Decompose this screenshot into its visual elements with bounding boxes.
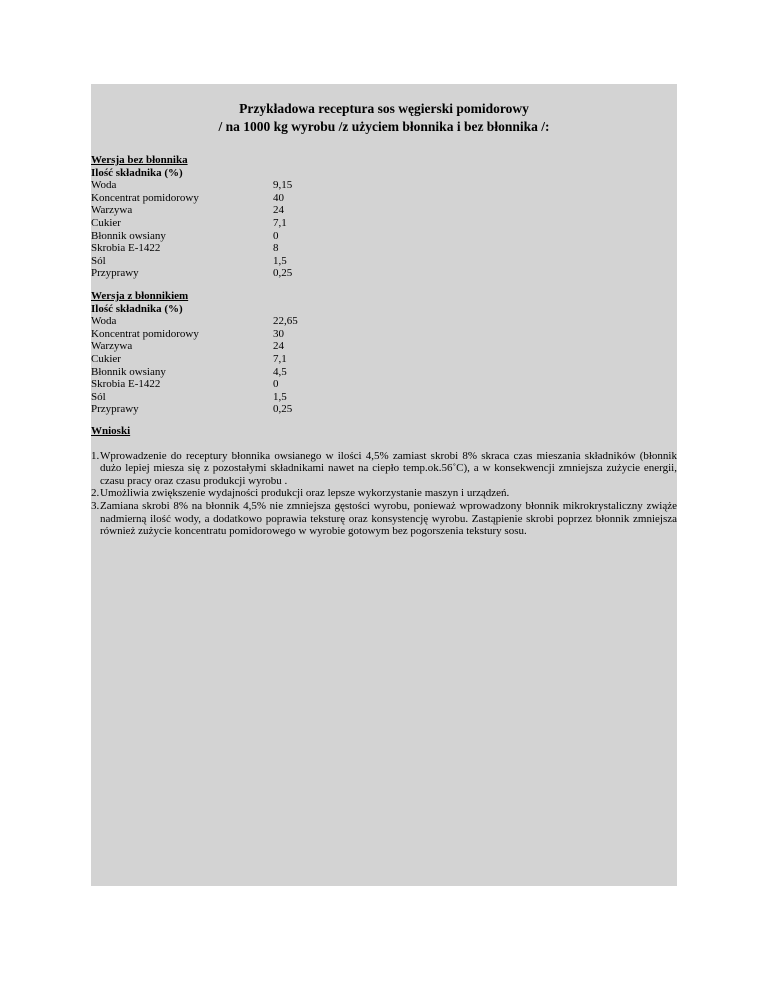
ingredient-value: 8 [273, 242, 279, 255]
ingredient-name: Sól [91, 390, 106, 403]
conclusions-section [91, 425, 677, 538]
recipe-section-without-fiber [91, 154, 677, 280]
ingredient-row [91, 328, 677, 341]
ingredient-value: 7,1 [273, 352, 287, 365]
conclusion-number: 3. [91, 499, 100, 512]
ingredient-value: 1,5 [273, 390, 287, 403]
conclusion-number: 1. [91, 449, 100, 462]
ingredient-name: Woda [91, 179, 117, 192]
ingredient-row [91, 403, 677, 416]
ingredient-row [91, 192, 677, 205]
section-heading: Wersja z błonnikiem [91, 290, 189, 302]
ingredient-name: Przyprawy [91, 267, 139, 280]
recipe-section-with-fiber [91, 290, 677, 416]
ingredient-value: 7,1 [273, 216, 287, 229]
ingredient-row [91, 230, 677, 243]
ingredient-value: 40 [273, 191, 284, 204]
ingredient-value: 0,25 [273, 403, 293, 416]
ingredient-name: Woda [91, 315, 117, 328]
ingredient-row [91, 391, 677, 404]
ingredient-row [91, 242, 677, 255]
ingredient-name: Cukier [91, 352, 121, 365]
document-page [91, 84, 677, 886]
ingredient-row [91, 255, 677, 268]
ingredient-value: 1,5 [273, 254, 287, 267]
ingredient-row [91, 315, 677, 328]
conclusion-number: 2. [91, 487, 100, 500]
conclusions-heading: Wnioski [91, 425, 131, 437]
ingredient-row [91, 179, 677, 192]
ingredient-value: 24 [273, 340, 284, 353]
section-heading: Wersja bez błonnika [91, 154, 188, 166]
ingredient-value: 22,65 [273, 315, 298, 328]
title-line-2: / na 1000 kg wyrobu /z użyciem błonnika i bez błonnika /: [218, 119, 550, 134]
ingredient-name: Błonnik owsiany [91, 365, 166, 378]
ingredient-name: Warzywa [91, 204, 133, 217]
ingredient-value: 0 [273, 229, 279, 242]
ingredient-name: Koncentrat pomidorowy [91, 327, 199, 340]
ingredient-name: Skrobia E-1422 [91, 378, 161, 391]
ingredient-name: Skrobia E-1422 [91, 242, 161, 255]
conclusion-item [91, 500, 677, 538]
column-header: Ilość składnika (%) [91, 302, 183, 315]
ingredient-name: Sól [91, 254, 106, 267]
ingredient-value: 24 [273, 204, 284, 217]
conclusion-text: Zamiana skrobi 8% na błonnik 4,5% nie zmniejsza gęstości wyrobu, ponieważ wprowadzony błonnik mikrokrystaliczny zwiąże nadmierną ilość wody, a dodatkowo poprawia teksturę oraz konsystencję wyrobu. Zastąpienie skrobi poprzez błonnik zmniejsza również zużycie koncentratu pomidorowego w wyrobie gotowym bez pogorszenia tekstury sosu. [100, 499, 677, 538]
ingredient-row [91, 366, 677, 379]
title-line-1: Przykładowa receptura sos węgierski pomidorowy [239, 101, 529, 116]
ingredient-value: 4,5 [273, 365, 287, 378]
ingredient-name: Warzywa [91, 340, 133, 353]
document-title [91, 100, 677, 136]
ingredient-row [91, 217, 677, 230]
ingredient-row [91, 267, 677, 280]
ingredient-name: Błonnik owsiany [91, 229, 166, 242]
ingredient-name: Cukier [91, 216, 121, 229]
ingredient-value: 30 [273, 327, 284, 340]
ingredient-row [91, 340, 677, 353]
ingredient-value: 9,15 [273, 179, 293, 192]
conclusion-item [91, 450, 677, 488]
column-header: Ilość składnika (%) [91, 166, 183, 179]
conclusion-item [91, 487, 677, 500]
conclusion-text: Wprowadzenie do receptury błonnika owsianego w ilości 4,5% zamiast skrobi 8% skraca czas mieszania składników (błonnik dużo lepiej miesza się z pozostałymi składnikami nawet na ciepło temp.ok.56˚C), a w konsekwencji zmniejsza zużycie energii, czasu pracy oraz czasu produkcji wyrobu . [100, 449, 677, 487]
ingredient-value: 0 [273, 378, 279, 391]
ingredient-row [91, 353, 677, 366]
ingredient-row [91, 378, 677, 391]
ingredient-row [91, 204, 677, 217]
conclusion-text: Umożliwia zwiększenie wydajności produkcji oraz lepsze wykorzystanie maszyn i urządzeń. [100, 487, 510, 500]
ingredient-name: Koncentrat pomidorowy [91, 191, 199, 204]
ingredient-name: Przyprawy [91, 403, 139, 416]
ingredient-value: 0,25 [273, 267, 293, 280]
